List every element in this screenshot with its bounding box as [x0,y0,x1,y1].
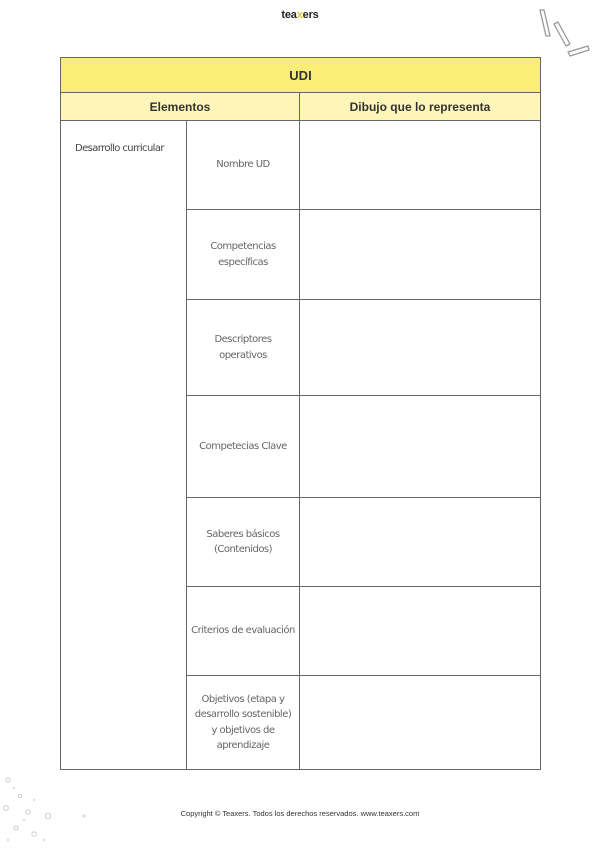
copyright-footer: Copyright © Teaxers. Todos los derechos reservados. www.teaxers.com [180,809,420,818]
column-header-elements: Elementos [61,93,300,121]
drawing-cell[interactable] [300,396,541,498]
drawing-cell[interactable] [300,498,541,587]
drawing-cell[interactable] [300,121,541,210]
column-header-drawing: Dibujo que lo representa [300,93,541,121]
drawing-cell[interactable] [300,676,541,770]
decorative-strokes-icon [532,6,592,66]
element-cell: Nombre UD [187,121,300,210]
element-cell: Competencias específicas [187,210,300,300]
drawing-cell[interactable] [300,210,541,300]
drawing-cell[interactable] [300,300,541,396]
logo-x: x [296,9,303,21]
area-label: Desarrollo curricular [61,121,187,770]
drawing-cell[interactable] [300,587,541,676]
logo-suffix: ers [302,9,319,21]
table-title: UDI [61,58,541,93]
element-cell: Saberes básicos (Contenidos) [187,498,300,587]
element-cell: Objetivos (etapa y desarrollo sostenible) y objetivos de aprendizaje [187,676,300,770]
udi-table [60,57,541,770]
decorative-dots-icon [0,768,100,848]
logo-prefix: tea [281,9,297,21]
teaxers-logo [0,9,600,21]
element-cell: Criterios de evaluación [187,587,300,676]
element-cell: Competecias Clave [187,396,300,498]
element-cell: Descriptores operativos [187,300,300,396]
